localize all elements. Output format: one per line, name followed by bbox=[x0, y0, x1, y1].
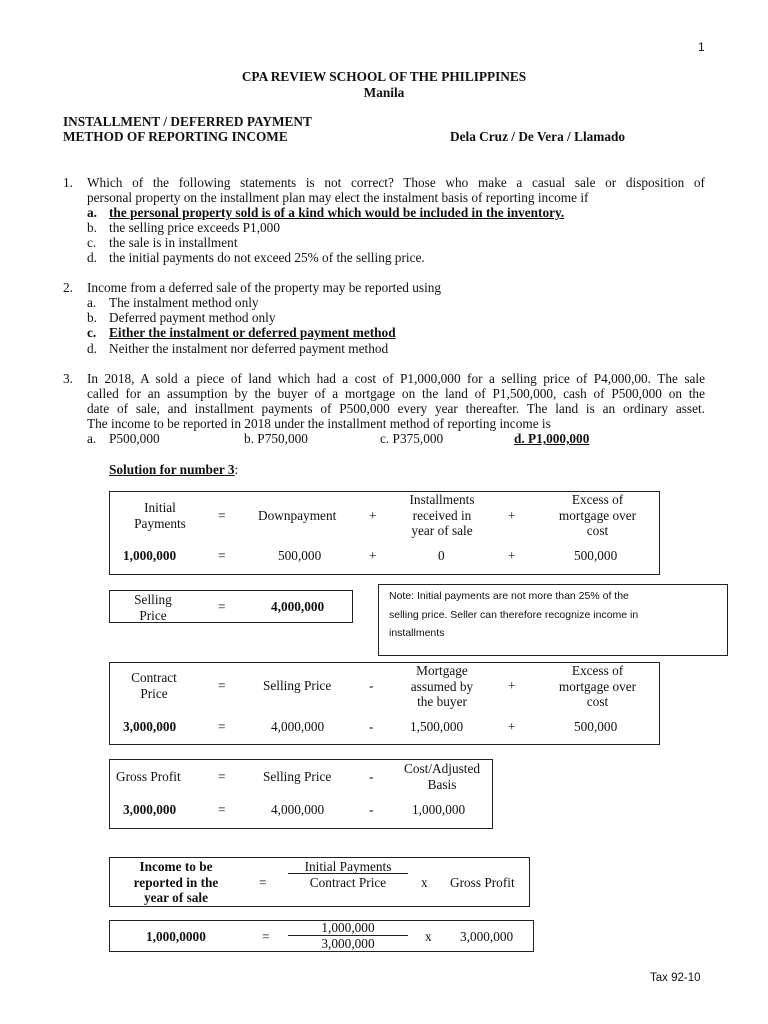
formula-value: 500,000 bbox=[574, 719, 618, 734]
plus-sign: + bbox=[508, 719, 516, 734]
formula-value: 0 bbox=[438, 548, 445, 563]
question-number: 3. bbox=[63, 371, 73, 386]
formula-value: 3,000,000 bbox=[123, 802, 177, 817]
gross-profit-box bbox=[109, 759, 493, 829]
equals-sign: = bbox=[218, 769, 226, 784]
equals-sign: = bbox=[218, 802, 226, 817]
formula-term: Excess of mortgage over cost bbox=[558, 663, 637, 709]
choice-letter: b. bbox=[87, 220, 97, 235]
choice-letter: a. bbox=[87, 431, 97, 446]
fraction-denominator: Contract Price bbox=[309, 875, 387, 890]
authors: Dela Cruz / De Vera / Llamado bbox=[450, 129, 626, 144]
equals-sign: = bbox=[218, 508, 226, 523]
topic-line2: METHOD OF REPORTING INCOME bbox=[63, 129, 288, 144]
fraction-denominator: 3,000,000 bbox=[321, 936, 375, 951]
choice-letter: b. bbox=[87, 310, 97, 325]
formula-value: 3,000,000 bbox=[123, 719, 177, 734]
footer-code: Tax 92-10 bbox=[650, 972, 701, 984]
equals-sign: = bbox=[218, 719, 226, 734]
choice-correct: the personal property sold is of a kind which would be included in the inventory. bbox=[109, 205, 565, 220]
equals-sign: = bbox=[259, 875, 267, 890]
fraction-numerator: 1,000,000 bbox=[321, 920, 375, 935]
question-number: 2. bbox=[63, 280, 73, 295]
choice-letter: a. bbox=[87, 205, 97, 220]
formula-value: 4,000,000 bbox=[271, 599, 325, 614]
formula-term: Mortgage assumed by the buyer bbox=[410, 663, 474, 709]
formula-term: Downpayment bbox=[258, 508, 337, 523]
choice-text: Neither the instalment nor deferred payment method bbox=[109, 341, 389, 356]
solution-heading: Solution for number 3: bbox=[109, 462, 239, 477]
fraction-numerator: Initial Payments bbox=[304, 859, 392, 874]
choice-letter: d. bbox=[87, 250, 97, 265]
plus-sign: + bbox=[369, 548, 377, 563]
question-stem: personal property on the installment plan may elect the instalment basis of reporting income if bbox=[87, 190, 589, 205]
formula-label: Selling Price bbox=[134, 592, 172, 623]
equals-sign: = bbox=[218, 599, 226, 614]
formula-label: Contract Price bbox=[131, 670, 177, 701]
formula-value: 500,000 bbox=[278, 548, 322, 563]
selling-price-box bbox=[109, 590, 353, 623]
formula-term: Selling Price bbox=[263, 769, 332, 784]
question-stem: The income to be reported in 2018 under the installment method of reporting income is bbox=[87, 416, 551, 431]
choice-text: P500,000 bbox=[109, 431, 160, 446]
note-line: installments bbox=[389, 627, 445, 639]
choice-correct: Either the instalment or deferred payment method bbox=[109, 325, 396, 340]
choice-letter: a. bbox=[87, 295, 97, 310]
choice-text: the sale is in installment bbox=[109, 235, 238, 250]
plus-sign: + bbox=[508, 548, 516, 563]
formula-term: Gross Profit bbox=[450, 875, 515, 890]
income-formula-box bbox=[109, 857, 530, 907]
plus-sign: + bbox=[508, 678, 516, 693]
choice-text: the selling price exceeds P1,000 bbox=[109, 220, 280, 235]
choice-text: b. P750,000 bbox=[244, 431, 308, 446]
equals-sign: = bbox=[218, 678, 226, 693]
minus-sign: - bbox=[369, 719, 374, 734]
times-sign: x bbox=[421, 875, 428, 890]
formula-value: 1,000,000 bbox=[123, 548, 177, 563]
formula-label: Income to be reported in the year of sale bbox=[133, 859, 219, 905]
formula-value: 4,000,000 bbox=[271, 802, 325, 817]
minus-sign: - bbox=[369, 769, 374, 784]
school-title: CPA REVIEW SCHOOL OF THE PHILIPPINES bbox=[241, 69, 527, 84]
question-stem: called for an assumption by the buyer of a mortgage on the land of P1,500,000, cash of P500,000 on the bbox=[87, 386, 705, 401]
note-line: selling price. Seller can therefore recognize income in bbox=[389, 609, 639, 621]
minus-sign: - bbox=[369, 678, 374, 693]
formula-value: 1,500,000 bbox=[410, 719, 464, 734]
question-stem: Which of the following statements is not correct? Those who make a casual sale or disposition of bbox=[87, 175, 705, 190]
formula-value: 4,000,000 bbox=[271, 719, 325, 734]
formula-value: 3,000,000 bbox=[460, 929, 514, 944]
topic-line1: INSTALLMENT / DEFERRED PAYMENT bbox=[63, 114, 312, 129]
question-stem: Income from a deferred sale of the property may be reported using bbox=[87, 280, 442, 295]
contract-price-box bbox=[109, 662, 660, 745]
times-sign: x bbox=[425, 929, 432, 944]
school-city: Manila bbox=[363, 85, 405, 100]
choice-letter: d. bbox=[87, 341, 97, 356]
formula-term: Excess of mortgage over cost bbox=[558, 492, 637, 538]
note-line: Note: Initial payments are not more than 25% of the bbox=[389, 590, 629, 602]
minus-sign: - bbox=[369, 802, 374, 817]
note-box bbox=[378, 584, 728, 656]
page-number: 1 bbox=[698, 40, 705, 54]
income-calc-box bbox=[109, 920, 534, 952]
plus-sign: + bbox=[369, 508, 377, 523]
question-number: 1. bbox=[63, 175, 73, 190]
question-stem: date of sale, and installment payments of P500,000 every year thereafter. The land is an ordinary asset. bbox=[87, 401, 705, 416]
formula-value: 1,000,000 bbox=[412, 802, 466, 817]
formula-value: 1,000,0000 bbox=[146, 929, 206, 944]
formula-term: Installments received in year of sale bbox=[409, 492, 475, 538]
equals-sign: = bbox=[218, 548, 226, 563]
formula-term: Cost/Adjusted Basis bbox=[403, 761, 481, 792]
formula-value: 500,000 bbox=[574, 548, 618, 563]
choice-text: Deferred payment method only bbox=[109, 310, 276, 325]
initial-payments-box bbox=[109, 491, 660, 575]
question-stem: In 2018, A sold a piece of land which had a cost of P1,000,000 for a selling price of P4,000,00. The sale bbox=[87, 371, 705, 386]
choice-text: c. P375,000 bbox=[380, 431, 444, 446]
choice-letter: c. bbox=[87, 325, 97, 340]
choice-correct: d. P1,000,000 bbox=[514, 431, 590, 446]
fraction-bar bbox=[288, 873, 408, 874]
formula-label: Gross Profit bbox=[116, 769, 181, 784]
plus-sign: + bbox=[508, 508, 516, 523]
choice-text: the initial payments do not exceed 25% of the selling price. bbox=[109, 250, 425, 265]
choice-text: The instalment method only bbox=[109, 295, 259, 310]
equals-sign: = bbox=[262, 929, 270, 944]
choice-letter: c. bbox=[87, 235, 97, 250]
formula-label: Initial Payments bbox=[134, 500, 186, 531]
formula-term: Selling Price bbox=[263, 678, 332, 693]
